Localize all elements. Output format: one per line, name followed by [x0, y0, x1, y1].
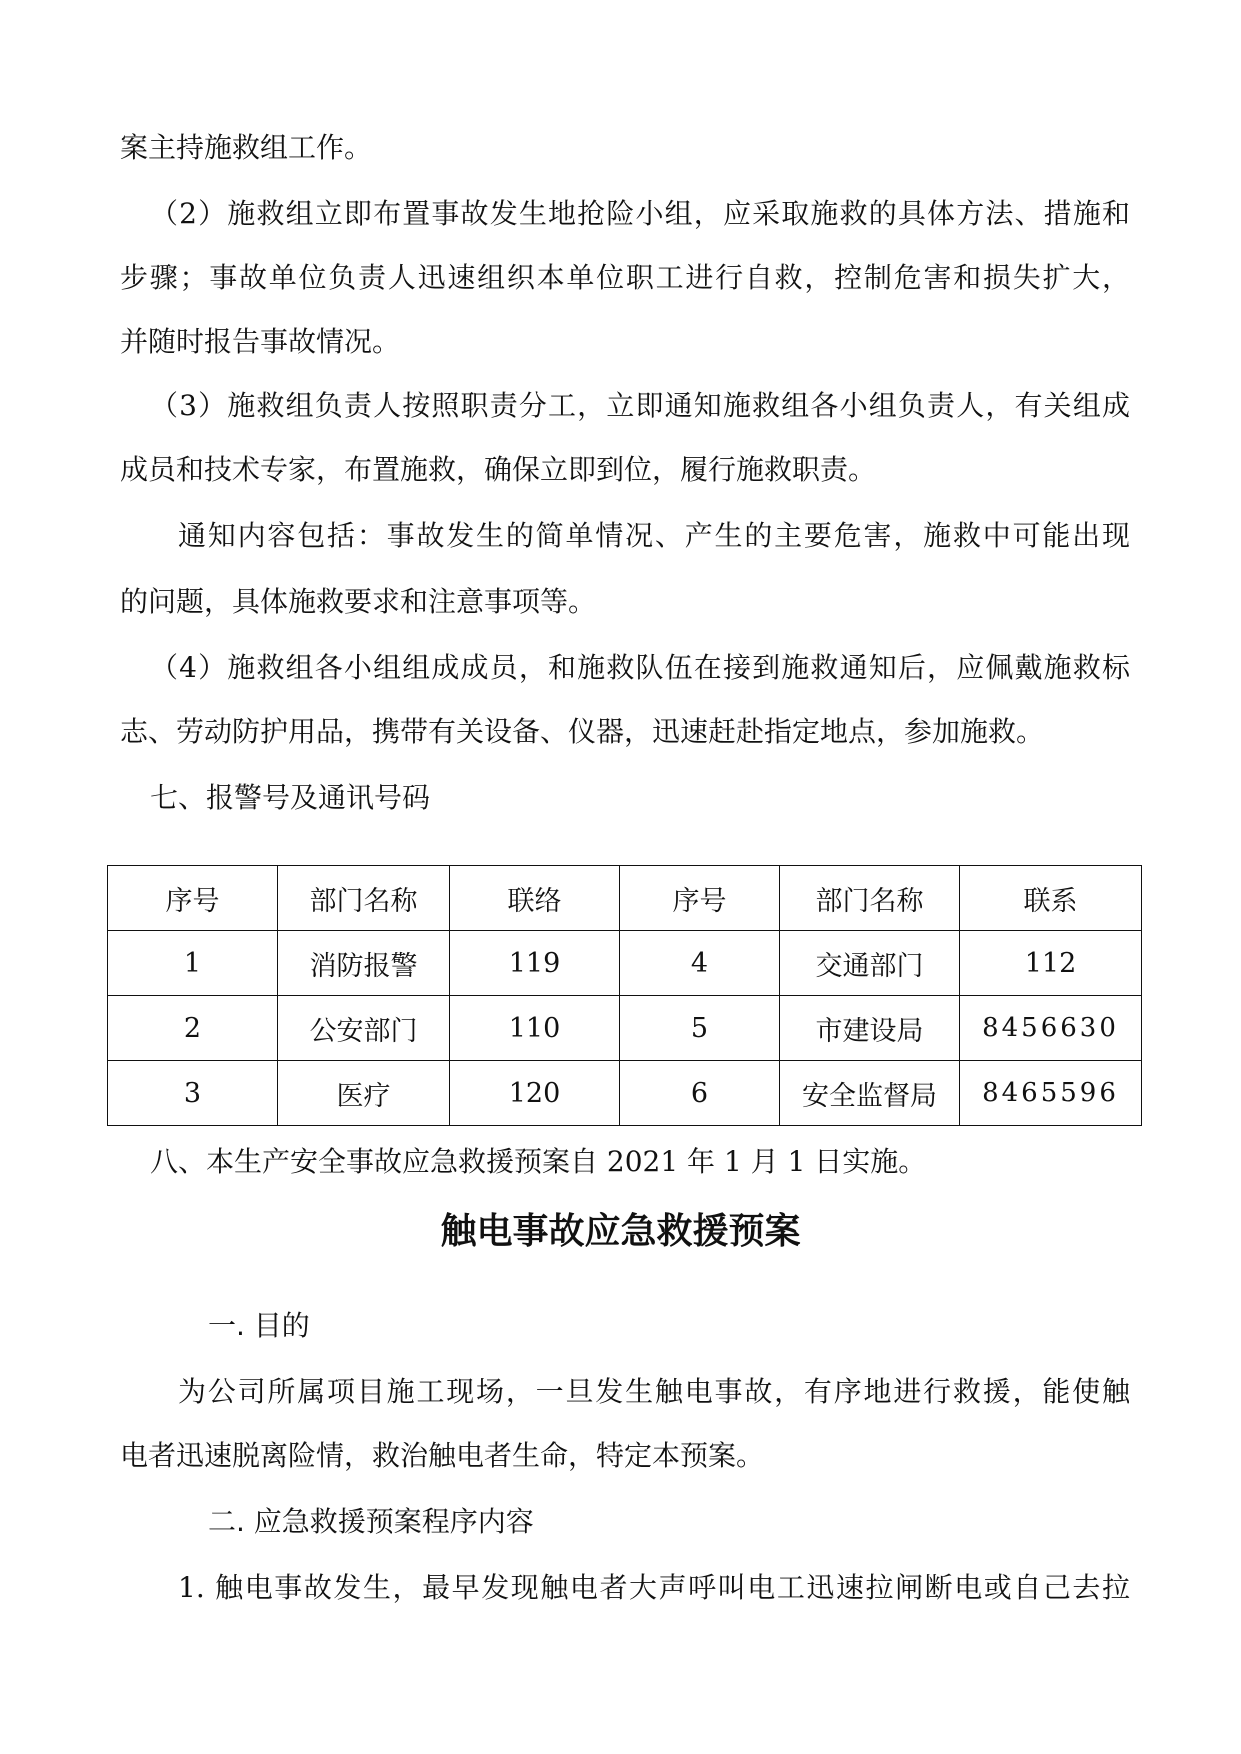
header-cell: 联系 [960, 866, 1142, 931]
paragraph-line: 通知内容包括：事故发生的简单情况、产生的主要危害，施救中可能出现 [178, 519, 1130, 552]
header-cell: 部门名称 [780, 866, 960, 931]
table-cell: 消防报警 [278, 931, 450, 996]
table-cell: 医疗 [278, 1061, 450, 1126]
table-row [108, 1061, 1142, 1126]
paragraph-line: 成员和技术专家，布置施救，确保立即到位，履行施救职责。 [120, 453, 877, 486]
table-cell: 120 [450, 1061, 620, 1126]
table-header-row [108, 866, 1142, 931]
paragraph-line: （2）施救组立即布置事故发生地抢险小组，应采取施救的具体方法、措施和 [150, 197, 1130, 230]
paragraph-line: 并随时报告事故情况。 [120, 325, 401, 358]
paragraph-line: 的问题，具体施救要求和注意事项等。 [120, 585, 597, 618]
table-cell: 交通部门 [780, 931, 960, 996]
paragraph-line: 志、劳动防护用品，携带有关设备、仪器，迅速赶赴指定地点，参加施救。 [120, 715, 1045, 748]
paragraph-line: 案主持施救组工作。 [120, 131, 373, 164]
header-cell: 部门名称 [278, 866, 450, 931]
table-cell: 8456630 [960, 996, 1142, 1061]
section-heading-7: 七、报警号及通讯号码 [150, 781, 431, 814]
procedure-heading: 二. 应急救援预案程序内容 [208, 1505, 534, 1538]
table-cell: 110 [450, 996, 620, 1061]
table-cell: 市建设局 [780, 996, 960, 1061]
table-cell: 公安部门 [278, 996, 450, 1061]
header-cell: 序号 [108, 866, 278, 931]
paragraph-line: 步骤；事故单位负责人迅速组织本单位职工进行自救，控制危害和损失扩大， [120, 261, 1130, 294]
contacts-table [107, 865, 1142, 1126]
table-cell: 1 [108, 931, 278, 996]
table-cell: 4 [620, 931, 780, 996]
document-title: 触电事故应急救援预案 [440, 1211, 801, 1252]
paragraph-line: 为公司所属项目施工现场，一旦发生触电事故，有序地进行救援，能使触 [178, 1375, 1130, 1408]
table-cell: 112 [960, 931, 1142, 996]
table-row [108, 931, 1142, 996]
header-cell: 序号 [620, 866, 780, 931]
purpose-heading: 一. 目的 [208, 1309, 310, 1342]
paragraph-line: 1. 触电事故发生，最早发现触电者大声呼叫电工迅速拉闸断电或自己去拉 [178, 1571, 1130, 1604]
table-cell: 119 [450, 931, 620, 996]
header-cell: 联络 [450, 866, 620, 931]
table-cell: 8465596 [960, 1061, 1142, 1126]
table-row [108, 996, 1142, 1061]
paragraph-line: （4）施救组各小组组成成员，和施救队伍在接到施救通知后，应佩戴施救标 [150, 651, 1130, 684]
paragraph-line: 电者迅速脱离险情，救治触电者生命，特定本预案。 [120, 1439, 765, 1472]
table-cell: 5 [620, 996, 780, 1061]
section-8-text: 八、本生产安全事故应急救援预案自 2021 年 1 月 1 日实施。 [150, 1145, 927, 1178]
table-cell: 2 [108, 996, 278, 1061]
table-cell: 3 [108, 1061, 278, 1126]
table-cell: 安全监督局 [780, 1061, 960, 1126]
paragraph-line: （3）施救组负责人按照职责分工，立即通知施救组各小组负责人，有关组成 [150, 389, 1130, 422]
table-cell: 6 [620, 1061, 780, 1126]
